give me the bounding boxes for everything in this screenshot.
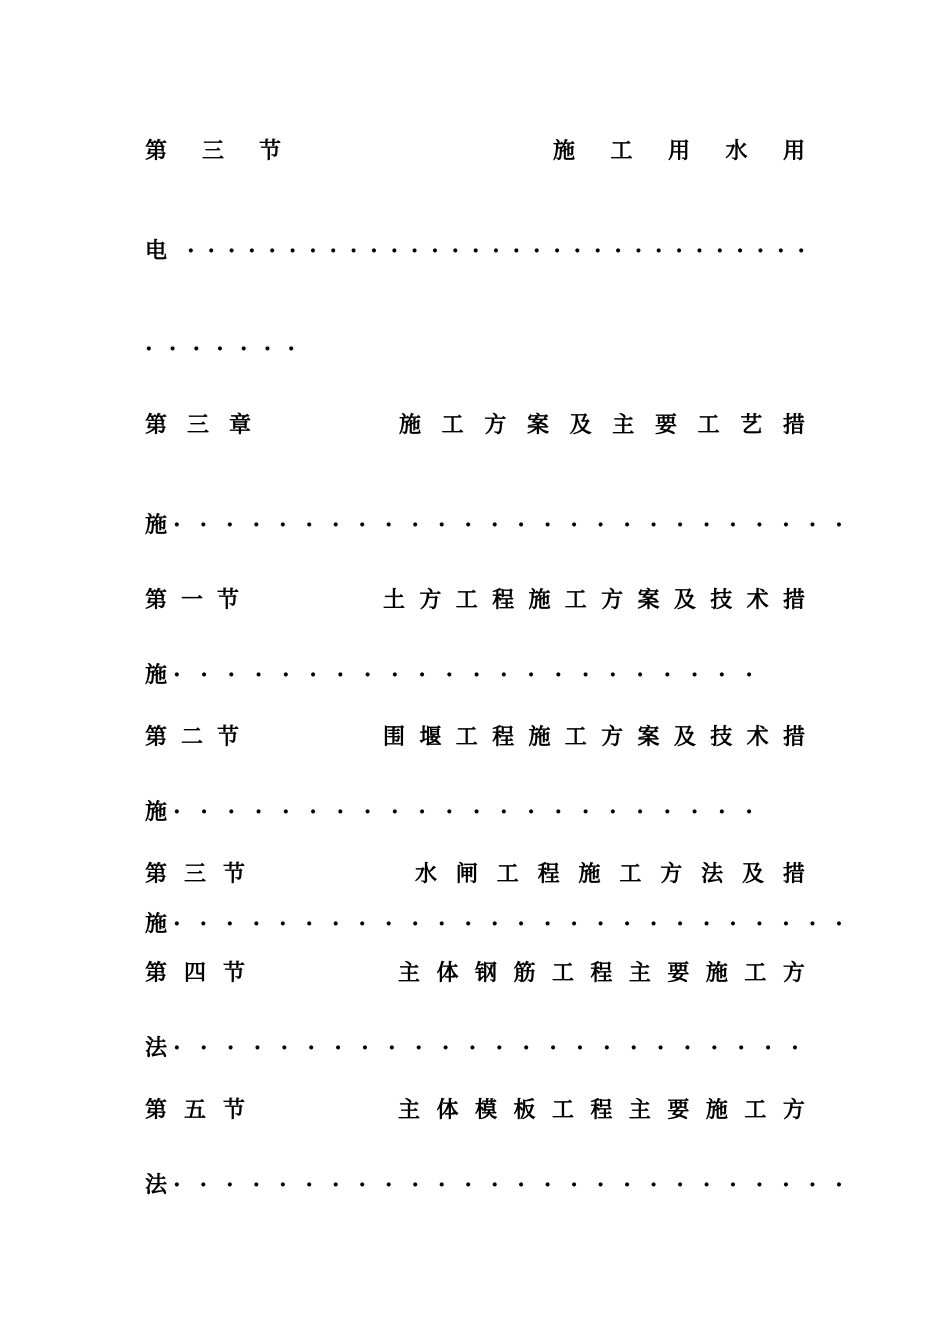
toc-continuation-char: 施 bbox=[145, 512, 168, 538]
toc-continuation-char: 施 bbox=[145, 799, 168, 825]
toc-entry bbox=[145, 136, 805, 166]
toc-label: 第 三 节 bbox=[145, 138, 281, 164]
toc-continuation-char: 施 bbox=[145, 911, 168, 937]
toc-title: 主 体 钢 筋 工 程 主 要 施 工 方 bbox=[398, 960, 805, 986]
toc-label: 第 一 节 bbox=[145, 587, 239, 613]
toc-continuation bbox=[145, 510, 843, 540]
toc-dot-leader: · · · · · · · · · · · · · · · · · · · · · · bbox=[173, 799, 753, 825]
toc-title: 围 堰 工 程 施 工 方 案 及 技 术 措 bbox=[383, 724, 805, 750]
toc-continuation bbox=[145, 660, 805, 690]
toc-dot-leader: · · · · · · · · · · · · · · · · · · · · · · · · · · bbox=[173, 911, 843, 937]
toc-continuation bbox=[145, 909, 843, 939]
toc-dot-leader: · · · · · · · · · · · · · · · · · · · · · · · · bbox=[173, 1035, 799, 1061]
toc-entry bbox=[145, 410, 805, 440]
toc-continuation bbox=[145, 1170, 843, 1200]
toc-title: 施 工 用 水 用 bbox=[553, 138, 805, 164]
toc-dot-leader: · · · · · · · · · · · · · · · · · · · · · · · · · · bbox=[173, 512, 843, 538]
toc-continuation-char: 施 bbox=[145, 662, 168, 688]
toc-continuation-char: 法 bbox=[145, 1172, 168, 1198]
toc-label: 第 三 章 bbox=[145, 412, 251, 438]
toc-dot-leader-continued: · · · · · · · bbox=[145, 336, 295, 362]
toc-continuation bbox=[145, 236, 805, 266]
toc-continuation bbox=[145, 1033, 805, 1063]
toc-entry bbox=[145, 958, 805, 988]
toc-label: 第 五 节 bbox=[145, 1097, 245, 1123]
toc-continuation bbox=[145, 797, 805, 827]
toc-entry bbox=[145, 1095, 805, 1125]
toc-continuation-char: 电 bbox=[145, 238, 168, 264]
toc-entry bbox=[145, 722, 805, 752]
toc-label: 第 四 节 bbox=[145, 960, 245, 986]
toc-continuation-char: 法 bbox=[145, 1035, 168, 1061]
toc-entry bbox=[145, 859, 805, 889]
toc-title: 主 体 模 板 工 程 主 要 施 工 方 bbox=[398, 1097, 805, 1123]
toc-title: 水 闸 工 程 施 工 方 法 及 措 bbox=[415, 861, 805, 887]
toc-label: 第 三 节 bbox=[145, 861, 245, 887]
toc-dot-leader: · · · · · · · · · · · · · · · · · · · · · · · · · · · · · · · bbox=[187, 238, 805, 264]
toc-title: 土 方 工 程 施 工 方 案 及 技 术 措 bbox=[383, 587, 805, 613]
toc-label: 第 二 节 bbox=[145, 724, 239, 750]
toc-title: 施 工 方 案 及 主 要 工 艺 措 bbox=[399, 412, 805, 438]
toc-dot-leader: · · · · · · · · · · · · · · · · · · · · · · · · · · bbox=[173, 1172, 843, 1198]
toc-entry bbox=[145, 585, 805, 615]
toc-dot-leader: · · · · · · · · · · · · · · · · · · · · · · bbox=[173, 662, 753, 688]
